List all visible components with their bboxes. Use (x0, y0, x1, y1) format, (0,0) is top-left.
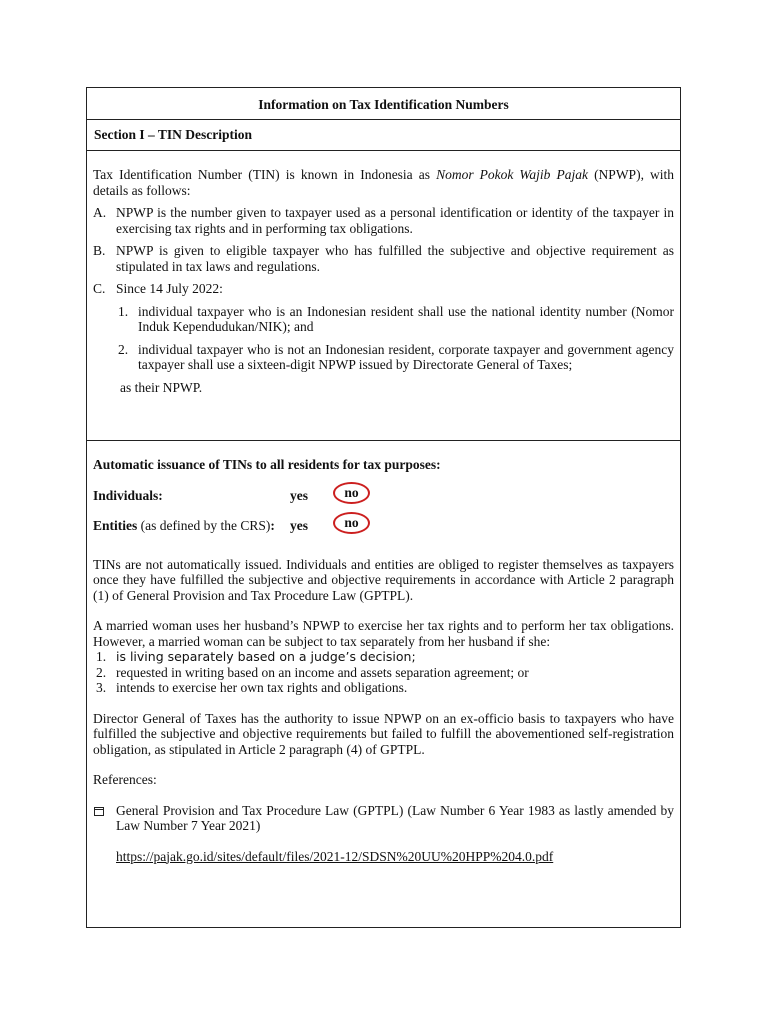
auto-heading: Automatic issuance of TINs to all residents for tax purposes: (93, 457, 441, 472)
no-option-circled: no (333, 512, 370, 534)
references-label: References: (93, 772, 157, 787)
divider (87, 440, 680, 441)
divider (87, 150, 680, 151)
entities-label: Entities (as defined by the CRS): (93, 517, 275, 533)
reference-text: General Provision and Tax Procedure Law (GPTPL) (Law Number 6 Year 1983 as lastly amended by Law Number 7 Year 2021) (116, 802, 674, 833)
authority-paragraph: Director General of Taxes has the authority to issue NPWP on an ex-officio basis to taxpayers who have fulfilled the subjective and objective requirements but failed to fulfill the abovementioned self-registration obligation, as stipulated in Article 2 paragraph (4) of GPTPL. (93, 710, 674, 757)
divider (87, 119, 680, 120)
checkbox-bullet-icon (93, 803, 116, 834)
list-item: 3. intends to exercise her own tax rights and obligations. (96, 680, 408, 695)
document-title: Information on Tax Identification Numbers (258, 97, 509, 112)
married-woman-paragraph: A married woman uses her husband’s NPWP to exercise her tax rights and to perform her tax obligations. However, a married woman can be subject to tax separately from her husband if she: (93, 618, 674, 649)
conditions-list (93, 649, 674, 696)
list-item: 2. requested in writing based on an income and assets separation agreement; or (96, 664, 529, 680)
sub-list-item: 1. individual taxpayer who is an Indonesian resident shall use the national identity number (Nomor Induk Kependudukan/NIK); and (118, 303, 674, 334)
closing-text: as their NPWP. (120, 379, 203, 395)
yes-option: yes (290, 487, 308, 503)
registration-paragraph: TINs are not automatically issued. Individuals and entities are obliged to register themselves as taxpayers once they have fulfilled the subjective and objective requirements in accordance with Article 2 paragraph (1) of General Provision and Tax Procedure Law (GPTPL). (93, 556, 674, 603)
intro-paragraph: Tax Identification Number (TIN) is known in Indonesia as Nomor Pokok Wajib Pajak (NPWP), with details as follows: (93, 167, 675, 198)
entities-row (93, 514, 674, 536)
sub-list-item: 2. individual taxpayer who is not an Indonesian resident, corporate taxpayer and government agency taxpayer shall use a sixteen-digit NPWP issued by Directorate General of Taxes; (118, 341, 674, 372)
document-frame (86, 87, 681, 928)
reference-link[interactable]: https://pajak.go.id/sites/default/files/2021-12/SDSN%20UU%20HPP%204.0.pdf (116, 848, 554, 864)
automatic-issuance (93, 457, 674, 864)
individuals-row (93, 484, 674, 506)
tin-description (93, 167, 674, 395)
individuals-label: Individuals: (93, 487, 163, 503)
yes-option: yes (290, 517, 308, 533)
list-item: B. NPWP is given to eligible taxpayer who has fulfilled the subjective and objective requirement as stipulated in tax laws and regulations. (93, 243, 674, 274)
section-heading: Section I – TIN Description (94, 127, 253, 142)
reference-item (93, 803, 674, 834)
reference-link-wrap (116, 849, 674, 865)
list-item: 1. is living separately based on a judge’s decision; (96, 649, 416, 664)
list-item: C. Since 14 July 2022: (93, 281, 223, 296)
no-option-circled: no (333, 482, 370, 504)
list-item: A. NPWP is the number given to taxpayer used as a personal identification or identity of the taxpayer in exercising tax rights and in performing tax obligations. (93, 205, 674, 236)
